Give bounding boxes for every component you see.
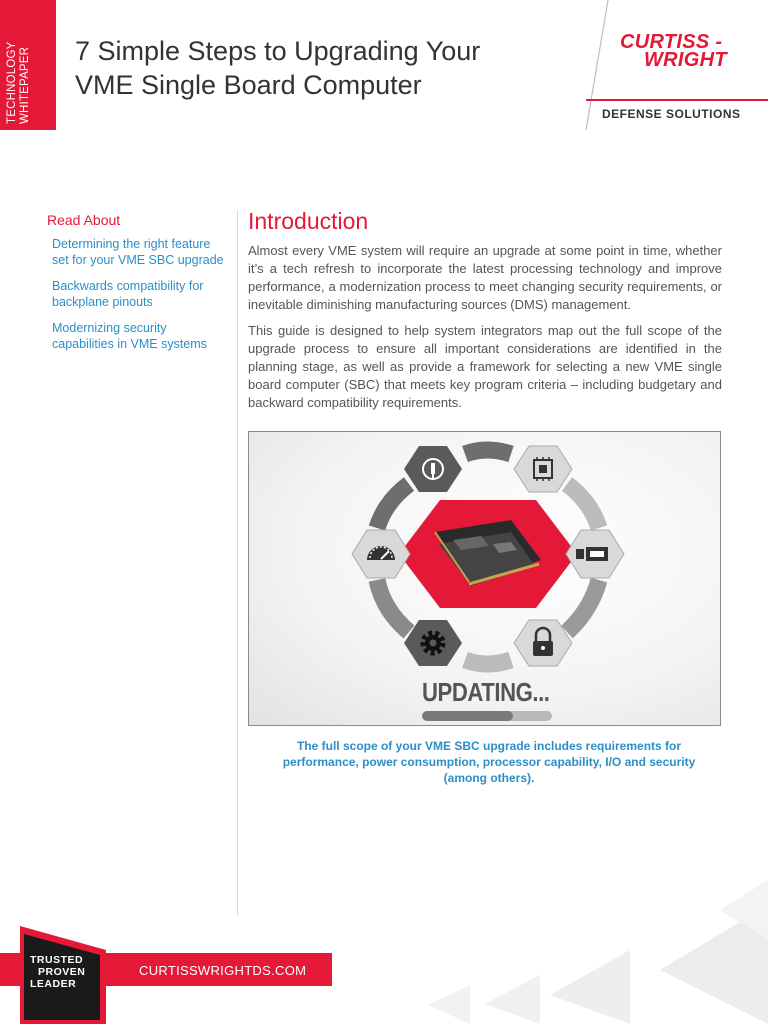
column-divider — [237, 210, 238, 916]
sidebar-item: Determining the right feature set for your VME SBC upgrade — [52, 237, 224, 267]
processor-chip-icon — [514, 446, 572, 492]
read-about-sidebar — [47, 212, 227, 362]
title-line-2: VME Single Board Computer — [75, 70, 422, 100]
power-plug-icon — [404, 446, 462, 492]
sidebar-item: Backwards compatibility for backplane pinouts — [52, 279, 204, 309]
update-progress-bar — [422, 711, 552, 721]
badge-text: TRUSTED PROVEN LEADER — [30, 954, 86, 990]
brand-logo: CURTISS - WRIGHT — [620, 31, 727, 71]
usb-icon — [566, 530, 624, 578]
sidebar-list — [47, 236, 227, 352]
figure-caption: The full scope of your VME SBC upgrade includes requirements for performance, power consumption, processor capability, I/O and security (among others). — [282, 739, 696, 785]
category-label: TECHNOLOGY WHITEPAPER — [6, 41, 31, 124]
division-label: DEFENSE SOLUTIONS — [602, 107, 741, 121]
intro-paragraph: Almost every VME system will require an upgrade at some point in time, whether it’s a tech refresh to incorporate the latest processing technology and improve performance, a modernization process to meet changing security requirements, or inevitable diminishing manufacturing sources (DMS) management. — [248, 243, 722, 312]
header-rule — [586, 99, 768, 101]
intro-paragraph: This guide is designed to help system integrators map out the full scope of the upgrade process to ensure all important considerations are identified in the planning stage, as well as provide a framework for selecting a new VME single board computer (SBC) that meets key program criteria – including budgetary and backward compatibility requirements. — [248, 323, 722, 410]
progress-fill — [422, 711, 513, 721]
speedometer-icon — [352, 530, 410, 578]
introduction-section — [248, 208, 722, 420]
upgrade-diagram-figure — [248, 431, 721, 726]
decorative-arrows — [400, 880, 768, 1024]
sidebar-heading: Read About — [47, 212, 121, 228]
sidebar-item: Modernizing security capabilities in VME systems — [52, 321, 207, 351]
updating-status: UPDATING... — [422, 677, 550, 707]
section-heading: Introduction — [248, 208, 369, 234]
website-link[interactable]: CURTISSWRIGHTDS.COM — [139, 963, 307, 978]
circuit-board-image — [399, 500, 577, 608]
title-line-1: 7 Simple Steps to Upgrading Your — [75, 36, 481, 66]
